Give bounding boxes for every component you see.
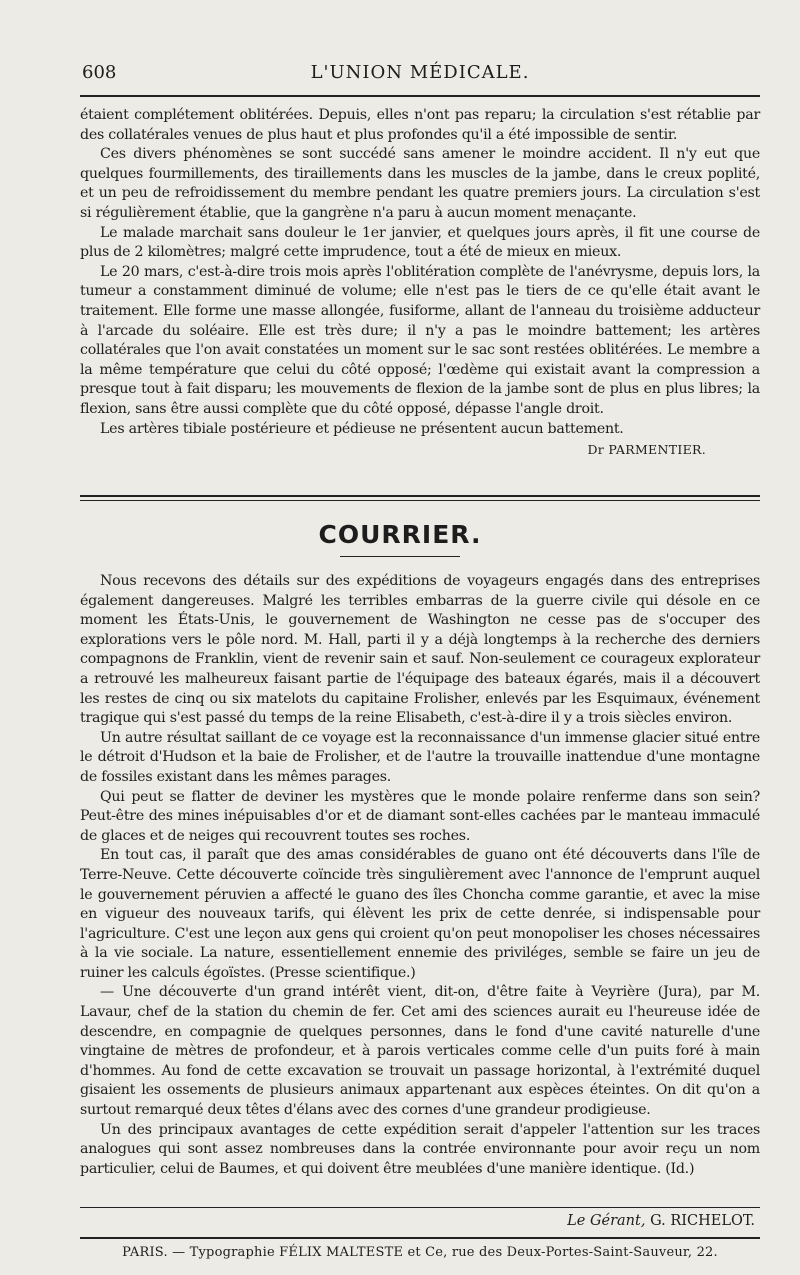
gerant-name: G. RICHELOT. <box>650 1213 755 1229</box>
paragraph: Un des principaux avantages de cette expédition serait d'appeler l'attention sur les traces analogues qui sont assez nombreuses dans la contrée environnante pour avoir reçu un nom particulier, celui de Baumes, et qui doivent être meublées d'une manière identique. (Id.) <box>80 1121 760 1177</box>
page-number: 608 <box>82 62 117 83</box>
running-header <box>80 62 760 86</box>
paragraph: — Une découverte d'un grand intérêt vient, dit-on, d'être faite à Veyrière (Jura), par M. Lavaur, chef de la station du chemin de fer. Cet ami des sciences aurait eu l'heureuse idée de descendre, en compagnie de quelques personnes, dans le fond d'une cavité naturelle d'une vingtaine de mètres de profondeur, et à parois verticales comme celle d'un puits foré à main d'hommes. Au fond de cette excavation se trouvait un passage horizontal, à l'extrémité duquel gisaient les ossements de plusieurs animaux appartenant aux espèces éteintes. On dit qu'on a surtout remarqué deux têtes d'élans avec des cornes d'une grandeur prodigieuse. <box>80 984 760 1119</box>
gerant-label: Le Gérant, <box>567 1213 646 1229</box>
printer-imprint: PARIS. — Typographie FÉLIX MALTESTE et Ce, rue des Deux-Portes-Saint-Sauveur, 22. <box>122 1245 718 1260</box>
paragraph: Ces divers phénomènes se sont succédé sans amener le moindre accident. Il n'y eut que quelques fourmillements, des tiraillements dans les muscles de la jambe, dans le creux poplité, et un peu de refroidissement du membre pendant les quatre premiers jours. La circulation s'est si régulièrement établie, que la gangrène n'a paru à aucun moment menaçante. <box>80 146 760 221</box>
section-rule-top <box>80 495 760 497</box>
title-underline <box>340 556 460 557</box>
paragraph: Les artères tibiale postérieure et pédieuse ne présentent aucun battement. <box>100 420 624 437</box>
author-signature: Dr PARMENTIER. <box>587 442 706 458</box>
paragraph: Le malade marchait sans douleur le 1er janvier, et quelques jours après, il fit une course de plus de 2 kilomètres; malgré cette imprudence, tout a été de mieux en mieux. <box>80 224 760 261</box>
paragraph: En tout cas, il paraît que des amas considérables de guano ont été découverts dans l'île de Terre-Neuve. Cette découverte coïncide très singulièrement avec l'annonce de l'emprunt auquel le gouvernement péruvien a affecté le guano des îles Choncha comme garantie, et avec la mise en vigueur des nouveaux tarifs, qui élèvent les prix de cette denrée, si indispensable pour l'agriculture. C'est une leçon aux gens qui croient qu'on peut monopoliser les choses nécessaires à la vie sociale. La nature, essentiellement ennemie des priviléges, semble se faire un jeu de ruiner les calculs égoïstes. (Presse scientifique.) <box>80 847 760 981</box>
section-title: COURRIER. <box>318 520 482 549</box>
footer-rule <box>80 1237 760 1239</box>
paragraph: étaient complétement oblitérées. Depuis, elles n'ont pas reparu; la circulation s'est rétablie par des collatérales venues de plus haut et plus profondes qu'il a été impossible de sentir. <box>80 107 760 143</box>
paragraph: Le 20 mars, c'est-à-dire trois mois après l'oblitération complète de l'anévrysme, depuis lors, la tumeur a constamment diminué de volume; elle n'est pas le tiers de ce qu'elle était avant le traitement. Elle forme une masse allongée, fusiforme, allant de l'anneau du troisième adducteur à l'arcade du soléaire. Elle est très dure; il n'y a pas le moindre battement; les artères collatérales que l'on avait constatées un moment sur le sac sont restées oblitérées. Le membre a la même température que celui du côté opposé; l'œdème qui existait avant la compression a presque tout à fait disparu; les mouvements de flexion de la jambe sont de plus en plus libres; la flexion, sans être aussi complète que du côté opposé, dépasse l'angle droit. <box>80 263 760 417</box>
paragraph: Un autre résultat saillant de ce voyage est la reconnaissance d'un immense glacier situé entre le détroit d'Hudson et la baie de Frolisher, et de l'autre la trouvaille inattendue d'une montagne de fossiles existant dans les mêmes parages. <box>80 729 760 785</box>
gerant-rule <box>80 1207 760 1208</box>
article-parmentier <box>80 106 760 460</box>
paragraph: Qui peut se flatter de deviner les mystères que le monde polaire renferme dans son sein? Peut-être des mines inépuisables d'or et de diamant sont-elles cachées par le manteau immaculé de glaces et de neiges qui recouvrent toutes ses roches. <box>80 788 760 844</box>
courrier-section <box>80 572 760 1179</box>
header-rule <box>80 95 760 97</box>
journal-title: L'UNION MÉDICALE. <box>310 62 530 83</box>
section-rule-bottom <box>80 500 760 501</box>
paragraph: Nous recevons des détails sur des expéditions de voyageurs engagés dans des entreprises également dangereuses. Malgré les terribles embarras de la guerre civile qui désole en ce moment les États-Unis, le gouvernement de Washington ne cesse pas de s'occuper des explorations vers le pôle nord. M. Hall, parti il y a déjà longtemps à la recherche des derniers compagnons de Franklin, vient de revenir sain et sauf. Non-seulement ce courageux explorateur a retrouvé les malheureux faisant partie de l'équipage des bateaux égarés, mais il a découvert les restes de cinq ou six matelots du capitaine Frolisher, enlevés par les Esquimaux, événement tragique qui s'est passé du temps de la reine Elisabeth, c'est-à-dire il y a trois siècles environ. <box>80 573 760 727</box>
gerant-line <box>567 1213 755 1229</box>
